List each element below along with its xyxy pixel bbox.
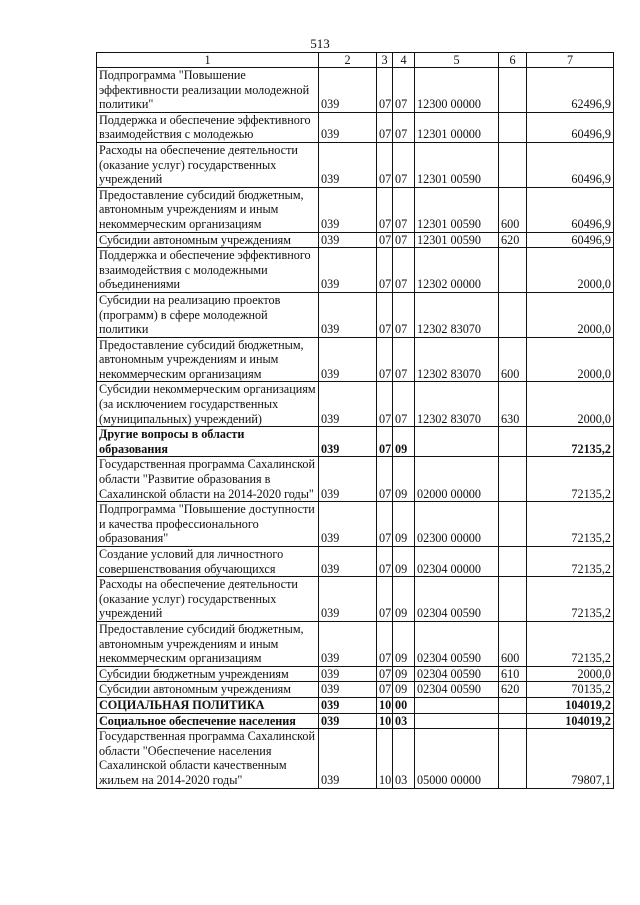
row-section-cell: 10 bbox=[377, 697, 393, 713]
row-subsection-cell: 07 bbox=[393, 232, 415, 248]
row-section-cell: 07 bbox=[377, 682, 393, 698]
row-admin-code-cell: 039 bbox=[319, 427, 377, 457]
row-amount-cell: 2000,0 bbox=[527, 248, 614, 293]
table-row bbox=[97, 697, 614, 713]
row-name-cell: Государственная программа Сахалинской области "Развитие образования в Сахалинской области на 2014-2020 годы" bbox=[97, 457, 319, 502]
row-target-article-cell: 02300 00000 bbox=[415, 502, 499, 547]
row-target-article-cell bbox=[415, 427, 499, 457]
row-amount-cell: 72135,2 bbox=[527, 547, 614, 577]
row-expense-type-cell: 630 bbox=[499, 382, 527, 427]
row-section-cell: 07 bbox=[377, 382, 393, 427]
row-section-cell: 07 bbox=[377, 142, 393, 187]
row-expense-type-cell: 620 bbox=[499, 232, 527, 248]
row-expense-type-cell bbox=[499, 502, 527, 547]
row-expense-type-cell bbox=[499, 457, 527, 502]
row-target-article-cell: 05000 00000 bbox=[415, 729, 499, 788]
row-expense-type-cell bbox=[499, 547, 527, 577]
row-section-cell: 07 bbox=[377, 427, 393, 457]
table-row bbox=[97, 682, 614, 698]
row-section-cell: 07 bbox=[377, 68, 393, 113]
row-subsection-cell: 09 bbox=[393, 666, 415, 682]
table-row bbox=[97, 577, 614, 622]
row-admin-code-cell: 039 bbox=[319, 68, 377, 113]
row-target-article-cell: 12301 00590 bbox=[415, 142, 499, 187]
row-admin-code-cell: 039 bbox=[319, 713, 377, 729]
row-admin-code-cell: 039 bbox=[319, 547, 377, 577]
row-name-cell: Субсидии бюджетным учреждениям bbox=[97, 666, 319, 682]
row-expense-type-cell bbox=[499, 292, 527, 337]
table-row bbox=[97, 729, 614, 788]
row-subsection-cell: 09 bbox=[393, 682, 415, 698]
row-section-cell: 07 bbox=[377, 457, 393, 502]
row-subsection-cell: 09 bbox=[393, 547, 415, 577]
row-amount-cell: 104019,2 bbox=[527, 713, 614, 729]
row-name-cell: Создание условий для личностного совершенствования обучающихся bbox=[97, 547, 319, 577]
table-row bbox=[97, 382, 614, 427]
row-amount-cell: 2000,0 bbox=[527, 666, 614, 682]
row-target-article-cell: 02304 00590 bbox=[415, 621, 499, 666]
row-name-cell: Предоставление субсидий бюджетным, автономным учреждениям и иным некоммерческим организациям bbox=[97, 187, 319, 232]
row-admin-code-cell: 039 bbox=[319, 232, 377, 248]
row-subsection-cell: 07 bbox=[393, 337, 415, 382]
row-expense-type-cell: 600 bbox=[499, 337, 527, 382]
row-name-cell: Государственная программа Сахалинской области "Обеспечение населения Сахалинской области качественным жильем на 2014-2020 годы" bbox=[97, 729, 319, 788]
row-amount-cell: 62496,9 bbox=[527, 68, 614, 113]
row-admin-code-cell: 039 bbox=[319, 621, 377, 666]
row-target-article-cell: 12302 83070 bbox=[415, 292, 499, 337]
row-subsection-cell: 07 bbox=[393, 292, 415, 337]
row-section-cell: 07 bbox=[377, 547, 393, 577]
row-amount-cell: 72135,2 bbox=[527, 577, 614, 622]
row-name-cell: Расходы на обеспечение деятельности (оказание услуг) государственных учреждений bbox=[97, 577, 319, 622]
row-target-article-cell: 12302 83070 bbox=[415, 337, 499, 382]
row-expense-type-cell bbox=[499, 729, 527, 788]
budget-table bbox=[96, 52, 614, 789]
row-expense-type-cell bbox=[499, 713, 527, 729]
row-section-cell: 07 bbox=[377, 621, 393, 666]
row-target-article-cell: 02304 00590 bbox=[415, 577, 499, 622]
row-amount-cell: 2000,0 bbox=[527, 337, 614, 382]
column-header-3: 3 bbox=[377, 53, 393, 68]
row-subsection-cell: 07 bbox=[393, 248, 415, 293]
row-amount-cell: 104019,2 bbox=[527, 697, 614, 713]
row-amount-cell: 70135,2 bbox=[527, 682, 614, 698]
row-admin-code-cell: 039 bbox=[319, 502, 377, 547]
row-name-cell: Субсидии автономным учреждениям bbox=[97, 682, 319, 698]
row-subsection-cell: 07 bbox=[393, 382, 415, 427]
row-subsection-cell: 09 bbox=[393, 457, 415, 502]
table-row bbox=[97, 337, 614, 382]
row-section-cell: 07 bbox=[377, 248, 393, 293]
row-target-article-cell: 12301 00590 bbox=[415, 187, 499, 232]
row-target-article-cell: 02304 00590 bbox=[415, 682, 499, 698]
table-row bbox=[97, 427, 614, 457]
row-name-cell: Субсидии на реализацию проектов (программ) в сфере молодежной политики bbox=[97, 292, 319, 337]
row-admin-code-cell: 039 bbox=[319, 248, 377, 293]
row-section-cell: 07 bbox=[377, 232, 393, 248]
row-expense-type-cell bbox=[499, 112, 527, 142]
row-section-cell: 07 bbox=[377, 112, 393, 142]
row-expense-type-cell bbox=[499, 697, 527, 713]
row-admin-code-cell: 039 bbox=[319, 292, 377, 337]
row-admin-code-cell: 039 bbox=[319, 577, 377, 622]
row-amount-cell: 60496,9 bbox=[527, 232, 614, 248]
row-admin-code-cell: 039 bbox=[319, 457, 377, 502]
row-admin-code-cell: 039 bbox=[319, 666, 377, 682]
row-expense-type-cell: 620 bbox=[499, 682, 527, 698]
budget-table-body bbox=[97, 53, 614, 789]
row-name-cell: Поддержка и обеспечение эффективного взаимодействия с молодежными объединениями bbox=[97, 248, 319, 293]
row-subsection-cell: 07 bbox=[393, 68, 415, 113]
row-subsection-cell: 07 bbox=[393, 112, 415, 142]
row-name-cell: Подпрограмма "Повышение доступности и качества профессионального образования" bbox=[97, 502, 319, 547]
row-section-cell: 07 bbox=[377, 337, 393, 382]
row-subsection-cell: 09 bbox=[393, 427, 415, 457]
row-expense-type-cell bbox=[499, 427, 527, 457]
column-header-4: 4 bbox=[393, 53, 415, 68]
row-expense-type-cell: 600 bbox=[499, 621, 527, 666]
column-header-2: 2 bbox=[319, 53, 377, 68]
table-row bbox=[97, 112, 614, 142]
row-expense-type-cell: 600 bbox=[499, 187, 527, 232]
row-section-cell: 10 bbox=[377, 729, 393, 788]
table-row bbox=[97, 68, 614, 113]
row-name-cell: Подпрограмма "Повышение эффективности реализации молодежной политики" bbox=[97, 68, 319, 113]
row-target-article-cell: 02304 00590 bbox=[415, 666, 499, 682]
row-target-article-cell bbox=[415, 713, 499, 729]
row-name-cell: Предоставление субсидий бюджетным, автономным учреждениям и иным некоммерческим организациям bbox=[97, 621, 319, 666]
row-amount-cell: 79807,1 bbox=[527, 729, 614, 788]
row-amount-cell: 72135,2 bbox=[527, 457, 614, 502]
column-header-5: 5 bbox=[415, 53, 499, 68]
row-name-cell: Поддержка и обеспечение эффективного взаимодействия с молодежью bbox=[97, 112, 319, 142]
table-row bbox=[97, 713, 614, 729]
column-header-1: 1 bbox=[97, 53, 319, 68]
row-subsection-cell: 07 bbox=[393, 187, 415, 232]
table-row bbox=[97, 142, 614, 187]
row-subsection-cell: 09 bbox=[393, 502, 415, 547]
row-target-article-cell: 12301 00590 bbox=[415, 232, 499, 248]
row-admin-code-cell: 039 bbox=[319, 729, 377, 788]
row-section-cell: 07 bbox=[377, 187, 393, 232]
table-row bbox=[97, 621, 614, 666]
column-header-7: 7 bbox=[527, 53, 614, 68]
table-header-row bbox=[97, 53, 614, 68]
row-amount-cell: 72135,2 bbox=[527, 427, 614, 457]
row-amount-cell: 72135,2 bbox=[527, 502, 614, 547]
table-row bbox=[97, 547, 614, 577]
row-expense-type-cell bbox=[499, 577, 527, 622]
row-section-cell: 10 bbox=[377, 713, 393, 729]
row-target-article-cell: 12302 83070 bbox=[415, 382, 499, 427]
page-number: 513 bbox=[310, 36, 330, 51]
row-target-article-cell: 02304 00000 bbox=[415, 547, 499, 577]
row-amount-cell: 2000,0 bbox=[527, 292, 614, 337]
row-section-cell: 07 bbox=[377, 577, 393, 622]
row-amount-cell: 60496,9 bbox=[527, 112, 614, 142]
row-expense-type-cell bbox=[499, 68, 527, 113]
row-admin-code-cell: 039 bbox=[319, 187, 377, 232]
row-section-cell: 07 bbox=[377, 666, 393, 682]
table-row bbox=[97, 248, 614, 293]
row-amount-cell: 60496,9 bbox=[527, 142, 614, 187]
row-target-article-cell: 12300 00000 bbox=[415, 68, 499, 113]
row-subsection-cell: 00 bbox=[393, 697, 415, 713]
row-name-cell: Социальное обеспечение населения bbox=[97, 713, 319, 729]
row-amount-cell: 2000,0 bbox=[527, 382, 614, 427]
row-admin-code-cell: 039 bbox=[319, 682, 377, 698]
row-target-article-cell: 12302 00000 bbox=[415, 248, 499, 293]
row-name-cell: СОЦИАЛЬНАЯ ПОЛИТИКА bbox=[97, 697, 319, 713]
row-name-cell: Субсидии автономным учреждениям bbox=[97, 232, 319, 248]
row-subsection-cell: 07 bbox=[393, 142, 415, 187]
row-target-article-cell: 12301 00000 bbox=[415, 112, 499, 142]
row-name-cell: Субсидии некоммерческим организациям (за исключением государственных (муниципальных) учреждений) bbox=[97, 382, 319, 427]
table-row bbox=[97, 292, 614, 337]
row-admin-code-cell: 039 bbox=[319, 382, 377, 427]
row-subsection-cell: 03 bbox=[393, 729, 415, 788]
row-section-cell: 07 bbox=[377, 292, 393, 337]
row-subsection-cell: 03 bbox=[393, 713, 415, 729]
row-section-cell: 07 bbox=[377, 502, 393, 547]
row-expense-type-cell: 610 bbox=[499, 666, 527, 682]
table-row bbox=[97, 187, 614, 232]
row-target-article-cell bbox=[415, 697, 499, 713]
row-subsection-cell: 09 bbox=[393, 621, 415, 666]
row-expense-type-cell bbox=[499, 142, 527, 187]
row-admin-code-cell: 039 bbox=[319, 142, 377, 187]
row-name-cell: Другие вопросы в области образования bbox=[97, 427, 319, 457]
column-header-6: 6 bbox=[499, 53, 527, 68]
row-expense-type-cell bbox=[499, 248, 527, 293]
row-admin-code-cell: 039 bbox=[319, 337, 377, 382]
row-amount-cell: 72135,2 bbox=[527, 621, 614, 666]
row-admin-code-cell: 039 bbox=[319, 112, 377, 142]
row-target-article-cell: 02000 00000 bbox=[415, 457, 499, 502]
table-row bbox=[97, 502, 614, 547]
row-amount-cell: 60496,9 bbox=[527, 187, 614, 232]
table-row bbox=[97, 232, 614, 248]
row-name-cell: Расходы на обеспечение деятельности (оказание услуг) государственных учреждений bbox=[97, 142, 319, 187]
row-subsection-cell: 09 bbox=[393, 577, 415, 622]
table-row bbox=[97, 457, 614, 502]
row-name-cell: Предоставление субсидий бюджетным, автономным учреждениям и иным некоммерческим организациям bbox=[97, 337, 319, 382]
row-admin-code-cell: 039 bbox=[319, 697, 377, 713]
table-row bbox=[97, 666, 614, 682]
